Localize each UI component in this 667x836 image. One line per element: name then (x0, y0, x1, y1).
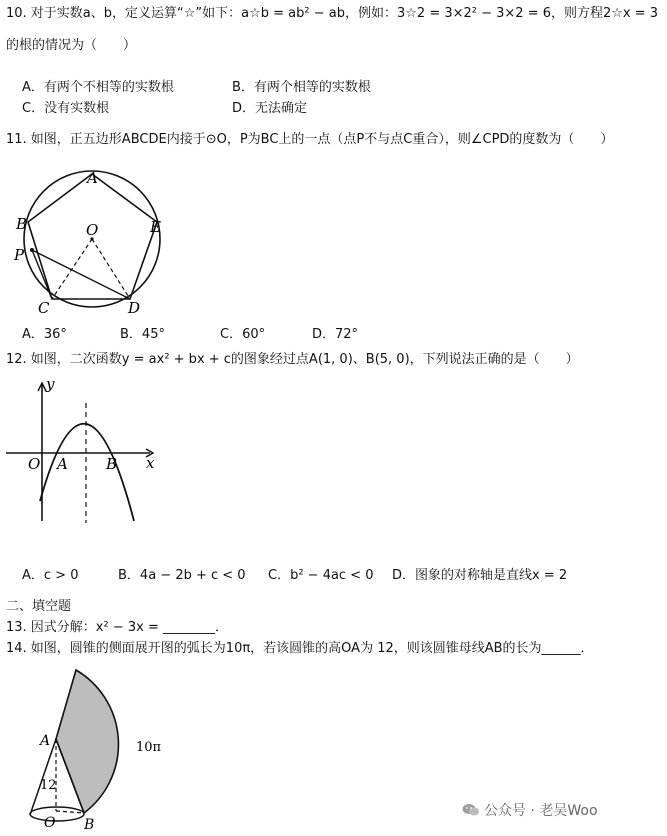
label-B: B (106, 455, 118, 473)
label-x-axis: x (146, 454, 155, 472)
label-A: A (40, 733, 51, 749)
q11-option-d: D．72° (312, 327, 359, 342)
label-A: A (87, 169, 98, 187)
q14-stem: 14. 如图，圆锥的侧面展开图的弧长为10π，若该圆锥的高OA为 12，则该圆锥母线AB的长为______． (6, 641, 594, 656)
q13-stem: 13. 因式分解：x² − 3x = ________． (6, 620, 228, 635)
q12-option-c: C．b² − 4ac < 0 (268, 568, 374, 583)
label-P: P (14, 246, 25, 264)
pentagon-circle-figure (10, 165, 170, 325)
q10-line1: 10. 对于实数a、b，定义运算“☆”如下：a☆b = ab² − ab，例如：3☆2 = 3×2² − 3×2 = 6，则方程2☆x = 3 (6, 6, 659, 21)
parabola-figure (0, 375, 170, 525)
label-B: B (16, 215, 28, 233)
label-y-axis: y (46, 375, 55, 393)
watermark-text: 公众号 · 老吴Woo (484, 803, 598, 819)
q12-stem: 12. 如图，二次函数y = ax² + bx + c的图象经过点A(1, 0)、B(5, 0)，下列说法正确的是（ ） (6, 352, 579, 367)
q12-option-b: B．4a − 2b + c < 0 (118, 568, 246, 583)
q12-option-a: A．c > 0 (22, 568, 79, 583)
label-O: O (44, 815, 56, 831)
label-B: B (84, 817, 95, 833)
cone-net-figure (20, 665, 180, 835)
q11-option-b: B．45° (120, 327, 165, 342)
q11-option-a: A．36° (22, 327, 67, 342)
q10-option-a: A．有两个不相等的实数根 (22, 80, 174, 95)
q10-line2: 的根的情况为（ ） (6, 38, 137, 53)
label-origin: O (28, 455, 41, 473)
q11-stem: 11. 如图，正五边形ABCDE内接于⊙O，P为BC上的一点（点P不与点C重合），则∠CPD的度数为（ ） (6, 132, 614, 147)
q10-option-d: D．无法确定 (232, 101, 308, 116)
wechat-icon (462, 803, 480, 817)
q10-option-c: C．没有实数根 (22, 101, 110, 116)
label-O: O (86, 221, 99, 239)
label-height: 12 (40, 778, 57, 793)
label-D: D (128, 299, 141, 317)
q10-option-b: B．有两个相等的实数根 (232, 80, 371, 95)
label-arc-length: 10π (136, 740, 162, 755)
label-E: E (150, 218, 161, 236)
watermark (462, 800, 598, 820)
q11-option-c: C．60° (220, 327, 266, 342)
label-C: C (38, 299, 50, 317)
section-heading: 二、填空题 (6, 599, 72, 614)
label-A: A (57, 455, 68, 473)
q12-option-d: D．图象的对称轴是直线x = 2 (392, 568, 568, 583)
